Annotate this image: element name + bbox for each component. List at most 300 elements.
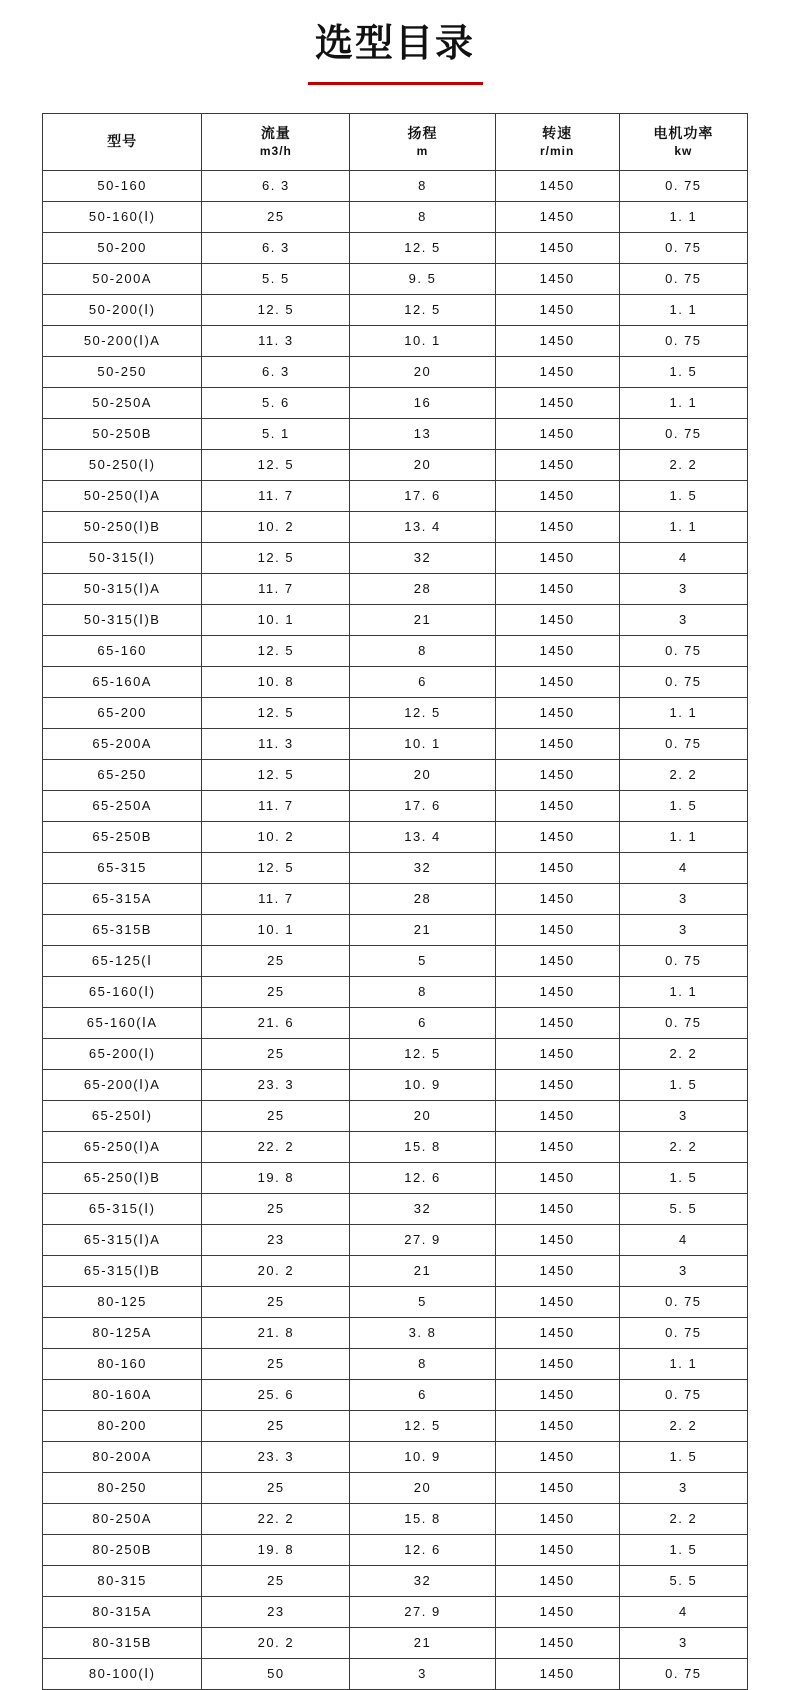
- cell-head: 12. 5: [350, 294, 495, 325]
- cell-power: 1. 1: [619, 511, 747, 542]
- table-row: [43, 1565, 748, 1596]
- table-row: [43, 1596, 748, 1627]
- cell-flow: 25: [202, 1348, 350, 1379]
- cell-power: 4: [619, 1224, 747, 1255]
- cell-flow: 5. 5: [202, 263, 350, 294]
- cell-power: 1. 1: [619, 387, 747, 418]
- cell-flow: 11. 3: [202, 728, 350, 759]
- cell-head: 12. 6: [350, 1534, 495, 1565]
- cell-speed: 1450: [495, 201, 619, 232]
- cell-head: 12. 5: [350, 232, 495, 263]
- cell-head: 15. 8: [350, 1131, 495, 1162]
- cell-head: 32: [350, 542, 495, 573]
- cell-power: 2. 2: [619, 1131, 747, 1162]
- cell-model: 65-160A: [43, 666, 202, 697]
- title-block: [0, 0, 790, 85]
- cell-power: 4: [619, 852, 747, 883]
- cell-model: 65-200(Ⅰ): [43, 1038, 202, 1069]
- cell-head: 10. 9: [350, 1441, 495, 1472]
- cell-power: 0. 75: [619, 728, 747, 759]
- table-row: [43, 728, 748, 759]
- cell-model: 65-315B: [43, 914, 202, 945]
- cell-model: 65-250(Ⅰ)A: [43, 1131, 202, 1162]
- column-header-flow-label: 流量: [260, 125, 291, 142]
- cell-model: 65-315: [43, 852, 202, 883]
- cell-power: 2. 2: [619, 1038, 747, 1069]
- cell-model: 80-200: [43, 1410, 202, 1441]
- cell-speed: 1450: [495, 511, 619, 542]
- cell-flow: 23. 3: [202, 1069, 350, 1100]
- cell-flow: 12. 5: [202, 759, 350, 790]
- cell-power: 3: [619, 1472, 747, 1503]
- cell-model: 50-200: [43, 232, 202, 263]
- cell-head: 21: [350, 604, 495, 635]
- cell-head: 8: [350, 201, 495, 232]
- table-head: [43, 113, 748, 170]
- cell-flow: 12. 5: [202, 697, 350, 728]
- cell-model: 80-250A: [43, 1503, 202, 1534]
- cell-model: 65-200A: [43, 728, 202, 759]
- table-row: [43, 387, 748, 418]
- cell-flow: 5. 6: [202, 387, 350, 418]
- cell-model: 65-315A: [43, 883, 202, 914]
- cell-head: 3. 8: [350, 1317, 495, 1348]
- cell-speed: 1450: [495, 1069, 619, 1100]
- cell-head: 20: [350, 1472, 495, 1503]
- table-row: [43, 1224, 748, 1255]
- cell-speed: 1450: [495, 542, 619, 573]
- cell-flow: 12. 5: [202, 542, 350, 573]
- cell-power: 1. 5: [619, 356, 747, 387]
- table-row: [43, 1503, 748, 1534]
- cell-speed: 1450: [495, 1565, 619, 1596]
- column-header-flow: [202, 113, 350, 170]
- cell-speed: 1450: [495, 263, 619, 294]
- cell-power: 0. 75: [619, 666, 747, 697]
- cell-speed: 1450: [495, 1472, 619, 1503]
- cell-speed: 1450: [495, 728, 619, 759]
- cell-flow: 25: [202, 1410, 350, 1441]
- cell-head: 27. 9: [350, 1596, 495, 1627]
- cell-power: 0. 75: [619, 1317, 747, 1348]
- cell-power: 1. 1: [619, 821, 747, 852]
- cell-speed: 1450: [495, 790, 619, 821]
- cell-power: 1. 5: [619, 790, 747, 821]
- table-row: [43, 1007, 748, 1038]
- cell-model: 65-315(Ⅰ): [43, 1193, 202, 1224]
- table-row: [43, 821, 748, 852]
- column-header-head-unit: m: [416, 143, 429, 158]
- table-row: [43, 1472, 748, 1503]
- cell-speed: 1450: [495, 759, 619, 790]
- cell-flow: 12. 5: [202, 294, 350, 325]
- cell-flow: 5. 1: [202, 418, 350, 449]
- cell-head: 15. 8: [350, 1503, 495, 1534]
- table-row: [43, 852, 748, 883]
- column-header-speed: [495, 113, 619, 170]
- table-row: [43, 604, 748, 635]
- cell-power: 1. 1: [619, 294, 747, 325]
- cell-model: 65-125(Ⅰ: [43, 945, 202, 976]
- cell-speed: 1450: [495, 294, 619, 325]
- cell-flow: 21. 8: [202, 1317, 350, 1348]
- cell-flow: 11. 3: [202, 325, 350, 356]
- table-row: [43, 418, 748, 449]
- cell-speed: 1450: [495, 1317, 619, 1348]
- cell-model: 80-250B: [43, 1534, 202, 1565]
- cell-head: 20: [350, 449, 495, 480]
- table-row: [43, 945, 748, 976]
- cell-speed: 1450: [495, 573, 619, 604]
- cell-power: 1. 1: [619, 697, 747, 728]
- cell-head: 13: [350, 418, 495, 449]
- cell-flow: 12. 5: [202, 635, 350, 666]
- cell-head: 5: [350, 1286, 495, 1317]
- cell-power: 0. 75: [619, 232, 747, 263]
- cell-power: 3: [619, 914, 747, 945]
- cell-model: 50-200(Ⅰ): [43, 294, 202, 325]
- cell-power: 1. 1: [619, 1348, 747, 1379]
- cell-model: 50-200(Ⅰ)A: [43, 325, 202, 356]
- cell-model: 65-250Ⅰ): [43, 1100, 202, 1131]
- cell-speed: 1450: [495, 1193, 619, 1224]
- cell-model: 50-250: [43, 356, 202, 387]
- column-header-power-unit: kw: [674, 143, 693, 158]
- cell-head: 12. 6: [350, 1162, 495, 1193]
- cell-head: 12. 5: [350, 697, 495, 728]
- cell-head: 6: [350, 666, 495, 697]
- table-row: [43, 1193, 748, 1224]
- cell-flow: 10. 1: [202, 604, 350, 635]
- column-header-power: [619, 113, 747, 170]
- cell-speed: 1450: [495, 697, 619, 728]
- cell-power: 3: [619, 1255, 747, 1286]
- cell-power: 0. 75: [619, 1379, 747, 1410]
- cell-model: 50-250(Ⅰ): [43, 449, 202, 480]
- cell-model: 80-125: [43, 1286, 202, 1317]
- table-row: [43, 790, 748, 821]
- cell-model: 80-200A: [43, 1441, 202, 1472]
- table-row: [43, 1286, 748, 1317]
- cell-head: 13. 4: [350, 821, 495, 852]
- cell-power: 3: [619, 604, 747, 635]
- cell-head: 10. 1: [350, 325, 495, 356]
- table-row: [43, 1038, 748, 1069]
- cell-power: 1. 5: [619, 1162, 747, 1193]
- cell-speed: 1450: [495, 418, 619, 449]
- table-row: [43, 883, 748, 914]
- cell-flow: 25: [202, 976, 350, 1007]
- cell-model: 65-250A: [43, 790, 202, 821]
- table-row: [43, 1348, 748, 1379]
- cell-model: 80-315B: [43, 1627, 202, 1658]
- cell-speed: 1450: [495, 1627, 619, 1658]
- cell-flow: 10. 8: [202, 666, 350, 697]
- cell-head: 8: [350, 170, 495, 201]
- cell-model: 65-200(Ⅰ)A: [43, 1069, 202, 1100]
- cell-speed: 1450: [495, 1596, 619, 1627]
- cell-flow: 23: [202, 1596, 350, 1627]
- cell-model: 65-315(Ⅰ)A: [43, 1224, 202, 1255]
- cell-flow: 12. 5: [202, 852, 350, 883]
- cell-model: 50-160(Ⅰ): [43, 201, 202, 232]
- cell-speed: 1450: [495, 976, 619, 1007]
- column-header-head: [350, 113, 495, 170]
- cell-speed: 1450: [495, 945, 619, 976]
- cell-head: 3: [350, 1658, 495, 1689]
- cell-model: 65-250: [43, 759, 202, 790]
- cell-model: 65-315(Ⅰ)B: [43, 1255, 202, 1286]
- table-row: [43, 511, 748, 542]
- cell-power: 0. 75: [619, 1286, 747, 1317]
- cell-flow: 6. 3: [202, 356, 350, 387]
- cell-flow: 25. 6: [202, 1379, 350, 1410]
- cell-head: 28: [350, 883, 495, 914]
- table-row: [43, 1100, 748, 1131]
- cell-model: 65-160(Ⅰ): [43, 976, 202, 1007]
- cell-head: 20: [350, 759, 495, 790]
- cell-power: 1. 5: [619, 1069, 747, 1100]
- cell-flow: 6. 3: [202, 232, 350, 263]
- cell-speed: 1450: [495, 449, 619, 480]
- table-row: [43, 201, 748, 232]
- cell-head: 12. 5: [350, 1038, 495, 1069]
- table-row: [43, 480, 748, 511]
- cell-flow: 19. 8: [202, 1162, 350, 1193]
- cell-flow: 11. 7: [202, 883, 350, 914]
- cell-flow: 25: [202, 1038, 350, 1069]
- cell-head: 10. 9: [350, 1069, 495, 1100]
- column-header-model-label: 型号: [107, 133, 138, 150]
- cell-head: 10. 1: [350, 728, 495, 759]
- cell-model: 50-250(Ⅰ)A: [43, 480, 202, 511]
- cell-head: 21: [350, 1627, 495, 1658]
- cell-power: 3: [619, 1627, 747, 1658]
- column-header-head-label: 扬程: [407, 125, 438, 142]
- table-row: [43, 356, 748, 387]
- cell-speed: 1450: [495, 1224, 619, 1255]
- cell-speed: 1450: [495, 1162, 619, 1193]
- cell-model: 65-250B: [43, 821, 202, 852]
- table-header-row: [43, 113, 748, 170]
- cell-power: 4: [619, 542, 747, 573]
- cell-model: 50-250(Ⅰ)B: [43, 511, 202, 542]
- cell-head: 32: [350, 1193, 495, 1224]
- cell-speed: 1450: [495, 604, 619, 635]
- cell-model: 50-315(Ⅰ)B: [43, 604, 202, 635]
- cell-power: 0. 75: [619, 635, 747, 666]
- cell-model: 65-160(ⅠA: [43, 1007, 202, 1038]
- table-row: [43, 1255, 748, 1286]
- table-body: [43, 170, 748, 1689]
- cell-speed: 1450: [495, 480, 619, 511]
- table-row: [43, 914, 748, 945]
- cell-flow: 21. 6: [202, 1007, 350, 1038]
- cell-head: 13. 4: [350, 511, 495, 542]
- cell-speed: 1450: [495, 170, 619, 201]
- selection-spec-table: [42, 113, 748, 1690]
- cell-flow: 10. 2: [202, 821, 350, 852]
- cell-flow: 50: [202, 1658, 350, 1689]
- cell-speed: 1450: [495, 325, 619, 356]
- cell-flow: 25: [202, 1193, 350, 1224]
- cell-speed: 1450: [495, 821, 619, 852]
- cell-speed: 1450: [495, 1100, 619, 1131]
- cell-flow: 25: [202, 1565, 350, 1596]
- table-row: [43, 1410, 748, 1441]
- cell-power: 0. 75: [619, 1658, 747, 1689]
- cell-head: 20: [350, 1100, 495, 1131]
- cell-flow: 25: [202, 1100, 350, 1131]
- table-row: [43, 635, 748, 666]
- table-row: [43, 1379, 748, 1410]
- cell-head: 5: [350, 945, 495, 976]
- cell-head: 9. 5: [350, 263, 495, 294]
- cell-model: 80-250: [43, 1472, 202, 1503]
- cell-flow: 25: [202, 201, 350, 232]
- cell-power: 2. 2: [619, 449, 747, 480]
- cell-model: 50-250A: [43, 387, 202, 418]
- cell-model: 80-315A: [43, 1596, 202, 1627]
- table-row: [43, 1658, 748, 1689]
- cell-speed: 1450: [495, 883, 619, 914]
- cell-flow: 11. 7: [202, 790, 350, 821]
- table-row: [43, 1534, 748, 1565]
- cell-flow: 10. 2: [202, 511, 350, 542]
- cell-power: 0. 75: [619, 170, 747, 201]
- table-row: [43, 573, 748, 604]
- cell-flow: 11. 7: [202, 480, 350, 511]
- cell-speed: 1450: [495, 666, 619, 697]
- table-row: [43, 1441, 748, 1472]
- cell-power: 3: [619, 883, 747, 914]
- cell-power: 1. 1: [619, 976, 747, 1007]
- cell-model: 80-125A: [43, 1317, 202, 1348]
- table-row: [43, 232, 748, 263]
- cell-speed: 1450: [495, 1348, 619, 1379]
- cell-model: 50-160: [43, 170, 202, 201]
- cell-head: 8: [350, 976, 495, 1007]
- cell-flow: 22. 2: [202, 1131, 350, 1162]
- cell-model: 50-315(Ⅰ): [43, 542, 202, 573]
- table-row: [43, 294, 748, 325]
- cell-speed: 1450: [495, 356, 619, 387]
- page-title: 选型目录: [314, 23, 475, 65]
- cell-head: 20: [350, 356, 495, 387]
- cell-head: 17. 6: [350, 790, 495, 821]
- cell-model: 50-315(Ⅰ)A: [43, 573, 202, 604]
- cell-flow: 20. 2: [202, 1255, 350, 1286]
- cell-speed: 1450: [495, 1410, 619, 1441]
- cell-speed: 1450: [495, 1255, 619, 1286]
- cell-model: 65-200: [43, 697, 202, 728]
- cell-head: 6: [350, 1007, 495, 1038]
- cell-speed: 1450: [495, 387, 619, 418]
- cell-speed: 1450: [495, 914, 619, 945]
- cell-power: 1. 5: [619, 1441, 747, 1472]
- cell-model: 65-250(Ⅰ)B: [43, 1162, 202, 1193]
- cell-flow: 25: [202, 1472, 350, 1503]
- column-header-speed-unit: r/min: [539, 143, 575, 158]
- cell-speed: 1450: [495, 1286, 619, 1317]
- cell-speed: 1450: [495, 1038, 619, 1069]
- cell-head: 28: [350, 573, 495, 604]
- cell-power: 5. 5: [619, 1565, 747, 1596]
- cell-speed: 1450: [495, 1441, 619, 1472]
- cell-speed: 1450: [495, 1131, 619, 1162]
- cell-power: 0. 75: [619, 325, 747, 356]
- cell-model: 80-160: [43, 1348, 202, 1379]
- column-header-speed-label: 转速: [542, 125, 573, 142]
- cell-flow: 19. 8: [202, 1534, 350, 1565]
- cell-speed: 1450: [495, 1503, 619, 1534]
- table-row: [43, 449, 748, 480]
- cell-head: 8: [350, 1348, 495, 1379]
- cell-power: 1. 5: [619, 1534, 747, 1565]
- cell-speed: 1450: [495, 635, 619, 666]
- cell-power: 2. 2: [619, 1503, 747, 1534]
- cell-power: 0. 75: [619, 418, 747, 449]
- table-row: [43, 325, 748, 356]
- cell-power: 2. 2: [619, 1410, 747, 1441]
- cell-flow: 11. 7: [202, 573, 350, 604]
- cell-power: 5. 5: [619, 1193, 747, 1224]
- table-row: [43, 1627, 748, 1658]
- table-row: [43, 759, 748, 790]
- cell-power: 0. 75: [619, 945, 747, 976]
- table-row: [43, 1317, 748, 1348]
- cell-speed: 1450: [495, 1658, 619, 1689]
- cell-head: 32: [350, 852, 495, 883]
- table-row: [43, 170, 748, 201]
- cell-flow: 22. 2: [202, 1503, 350, 1534]
- cell-power: 1. 5: [619, 480, 747, 511]
- column-header-power-label: 电机功率: [653, 125, 714, 142]
- cell-flow: 25: [202, 945, 350, 976]
- cell-head: 27. 9: [350, 1224, 495, 1255]
- cell-head: 8: [350, 635, 495, 666]
- cell-head: 32: [350, 1565, 495, 1596]
- cell-model: 50-200A: [43, 263, 202, 294]
- cell-power: 3: [619, 1100, 747, 1131]
- table-row: [43, 1069, 748, 1100]
- cell-flow: 25: [202, 1286, 350, 1317]
- cell-power: 4: [619, 1596, 747, 1627]
- cell-speed: 1450: [495, 852, 619, 883]
- cell-power: 1. 1: [619, 201, 747, 232]
- table-row: [43, 542, 748, 573]
- table-row: [43, 1131, 748, 1162]
- cell-head: 21: [350, 914, 495, 945]
- cell-flow: 6. 3: [202, 170, 350, 201]
- cell-head: 16: [350, 387, 495, 418]
- table-row: [43, 976, 748, 1007]
- table-row: [43, 697, 748, 728]
- cell-power: 0. 75: [619, 263, 747, 294]
- cell-flow: 23: [202, 1224, 350, 1255]
- cell-model: 80-100(Ⅰ): [43, 1658, 202, 1689]
- table-row: [43, 263, 748, 294]
- cell-power: 2. 2: [619, 759, 747, 790]
- cell-flow: 12. 5: [202, 449, 350, 480]
- cell-head: 12. 5: [350, 1410, 495, 1441]
- table-row: [43, 1162, 748, 1193]
- cell-flow: 20. 2: [202, 1627, 350, 1658]
- cell-flow: 23. 3: [202, 1441, 350, 1472]
- cell-speed: 1450: [495, 1007, 619, 1038]
- cell-flow: 10. 1: [202, 914, 350, 945]
- table-row: [43, 666, 748, 697]
